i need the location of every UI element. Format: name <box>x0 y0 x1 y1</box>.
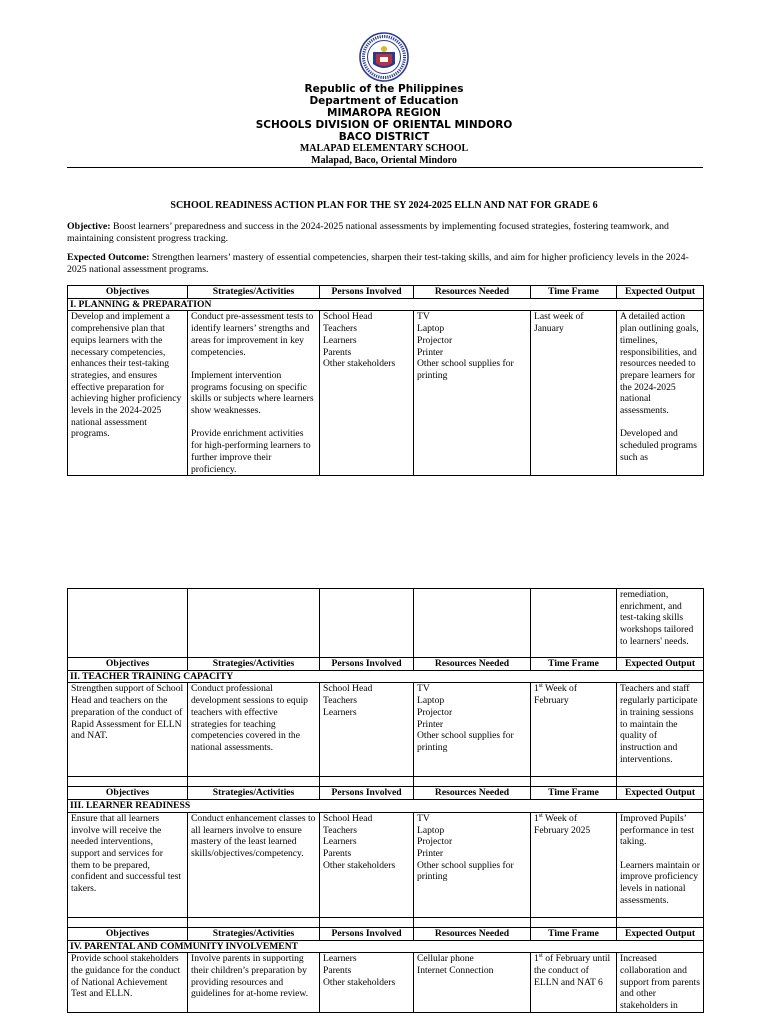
table-row <box>68 683 704 777</box>
table-row <box>68 589 704 658</box>
action-plan-table-part1 <box>67 285 704 476</box>
persons-cell: School Head Teachers Learners Parents Other stakeholders <box>320 311 414 476</box>
expected-output-cell <box>617 311 704 476</box>
header-line-region: MIMAROPA REGION <box>327 107 441 119</box>
time-frame-text: Week of February <box>534 683 578 707</box>
expected-outcome-label: Expected Outcome: <box>67 252 150 263</box>
document-title: SCHOOL READINESS ACTION PLAN FOR THE SY 2024-2025 ELLN AND NAT FOR GRADE 6 <box>170 200 598 211</box>
column-header: Expected Output <box>617 927 704 940</box>
ordinal-suffix: st <box>538 953 543 960</box>
blank-row <box>68 917 704 927</box>
blank-row <box>68 777 704 787</box>
strategy-text: Provide enrichment activities for high-performing learners to further improve their proficiency. <box>191 428 311 475</box>
objective-cell <box>68 589 188 658</box>
section-row <box>68 298 704 311</box>
strategy-cell: Involve parents in supporting their children’s preparation by providing resources and guidelines for at-home review. <box>188 953 320 1013</box>
output-text: Improved Pupils’ performance in test taking. <box>620 812 695 848</box>
column-header: Strategies/Activities <box>188 927 320 940</box>
header-line-division: SCHOOLS DIVISION OF ORIENTAL MINDORO <box>255 119 513 131</box>
header-line-deped: Department of Education <box>309 95 459 107</box>
column-header: Objectives <box>68 787 188 800</box>
expected-outcome-paragraph <box>67 252 703 276</box>
table-header-row <box>68 927 704 940</box>
column-header: Strategies/Activities <box>188 286 320 299</box>
column-header: Time Frame <box>531 286 617 299</box>
time-frame-cell <box>531 953 617 1013</box>
section-row <box>68 670 704 683</box>
objective-label: Objective: <box>67 221 111 232</box>
table-row <box>68 812 704 917</box>
section-title: III. LEARNER READINESS <box>68 800 704 813</box>
expected-outcome-text: Strengthen learners’ mastery of essential competencies, sharpen their test-taking skills, and aim for higher proficiency levels in the 2024-2025 national assessment programs. <box>67 252 689 275</box>
time-frame-text: of February until the conduct of ELLN and NAT 6 <box>534 953 611 988</box>
column-header: Persons Involved <box>320 787 414 800</box>
objective-cell: Strengthen support of School Head and teachers on the preparation of the conduct of Rapid Assessment for ELLN and NAT. <box>68 683 188 777</box>
section-title: II. TEACHER TRAINING CAPACITY <box>68 670 704 683</box>
strategy-cell: Conduct enhancement classes to all learners involve to ensure mastery of the least learned skills/objectives/competency. <box>188 812 320 917</box>
section-title: I. PLANNING & PREPARATION <box>68 298 704 311</box>
persons-cell: Learners Parents Other stakeholders <box>320 953 414 1013</box>
objective-cell: Provide school stakeholders the guidance for the conduct of National Achievement Test and ELLN. <box>68 953 188 1013</box>
objective-text: Boost learners’ preparedness and success in the 2024-2025 national assessments by implementing focused strategies, fostering teamwork, and maintaining consistent progress tracking. <box>67 221 669 244</box>
section-title: IV. PARENTAL AND COMMUNITY INVOLVEMENT <box>68 940 704 953</box>
strategy-cell: Conduct professional development sessions to equip teachers with effective strategies for teaching competencies covered in the national assessments. <box>188 683 320 777</box>
section-row <box>68 940 704 953</box>
ordinal-suffix: st <box>538 683 543 690</box>
resources-cell: TV Laptop Projector Printer Other school supplies for printing <box>414 812 531 917</box>
output-text: Learners maintain or improve proficiency levels in national assessments. <box>620 859 700 906</box>
ordinal-suffix: st <box>538 812 543 819</box>
deped-seal-icon <box>359 32 409 82</box>
school-name: MALAPAD ELEMENTARY SCHOOL <box>299 143 469 154</box>
time-frame-text: 1 <box>534 683 539 695</box>
column-header: Persons Involved <box>320 286 414 299</box>
objective-cell: Ensure that all learners involve will receive the needed interventions, support and services for them to be prepared, confident and successful test takers. <box>68 812 188 917</box>
expected-output-cell: Increased collaboration and support from parents and other stakeholders in <box>617 953 704 1013</box>
strategy-text: Implement intervention programs focusing on specific skills or subjects where learners show weaknesses. <box>191 369 314 417</box>
column-header: Time Frame <box>531 658 617 671</box>
column-header: Resources Needed <box>414 927 531 940</box>
column-header: Objectives <box>68 658 188 671</box>
strategy-cell <box>188 589 320 658</box>
strategy-text: Conduct pre-assessment tests to identify learners’ strengths and areas for improvement in key competencies. <box>191 311 314 358</box>
table-header-row <box>68 658 704 671</box>
resources-cell: TV Laptop Projector Printer Other school supplies for printing <box>414 683 531 777</box>
column-header: Resources Needed <box>414 286 531 299</box>
header-line-republic: Republic of the Philippines <box>304 83 464 95</box>
time-frame-cell <box>531 812 617 917</box>
resources-cell: TV Laptop Projector Printer Other school supplies for printing <box>414 311 531 476</box>
table-row <box>68 953 704 1013</box>
column-header: Strategies/Activities <box>188 658 320 671</box>
column-header: Expected Output <box>617 787 704 800</box>
objective-cell: Develop and implement a comprehensive plan that equips learners with the necessary competencies, enhances their test-taking strategies, and ensures effective preparation for achieving higher proficiency levels in the 2024-2025 national assessment programs. <box>68 311 188 476</box>
persons-cell <box>320 589 414 658</box>
strategy-cell <box>188 311 320 476</box>
time-frame-text: Week of February 2025 <box>534 812 591 836</box>
column-header: Strategies/Activities <box>188 787 320 800</box>
column-header: Expected Output <box>617 286 704 299</box>
column-header: Resources Needed <box>414 787 531 800</box>
output-text: A detailed action plan outlining goals, timelines, responsibilities, and resources needed to prepare learners for the 2024-2025 national assessments. <box>620 311 699 417</box>
column-header: Objectives <box>68 927 188 940</box>
persons-cell: School Head Teachers Learners <box>320 683 414 777</box>
table-header-row <box>68 286 704 299</box>
header-line-district: BACO DISTRICT <box>338 131 430 143</box>
time-frame-text: 1 <box>534 812 539 824</box>
header-divider <box>67 167 703 168</box>
column-header: Expected Output <box>617 658 704 671</box>
column-header: Time Frame <box>531 927 617 940</box>
expected-output-cell <box>617 812 704 917</box>
resources-cell: Cellular phone Internet Connection <box>414 953 531 1013</box>
column-header: Persons Involved <box>320 658 414 671</box>
table-header-row <box>68 787 704 800</box>
school-address: Malapad, Baco, Oriental Mindoro <box>311 155 457 166</box>
action-plan-table-part2 <box>67 588 704 1013</box>
expected-output-cell: remediation, enrichment, and test-taking skills workshops tailored to learners' needs. <box>617 589 704 658</box>
column-header: Resources Needed <box>414 658 531 671</box>
time-frame-text: 1 <box>534 953 539 965</box>
time-frame-cell: Last week of January <box>531 311 617 476</box>
table-row <box>68 311 704 476</box>
column-header: Time Frame <box>531 787 617 800</box>
time-frame-cell <box>531 683 617 777</box>
output-text: Developed and scheduled programs such as <box>620 428 697 463</box>
time-frame-cell <box>531 589 617 658</box>
column-header: Objectives <box>68 286 188 299</box>
section-row <box>68 800 704 813</box>
persons-cell: School Head Teachers Learners Parents Other stakeholders <box>320 812 414 917</box>
expected-output-cell: Teachers and staff regularly participate in training sessions to maintain the quality of instruction and interventions. <box>617 683 704 777</box>
column-header: Persons Involved <box>320 927 414 940</box>
objective-paragraph <box>67 221 703 245</box>
resources-cell <box>414 589 531 658</box>
